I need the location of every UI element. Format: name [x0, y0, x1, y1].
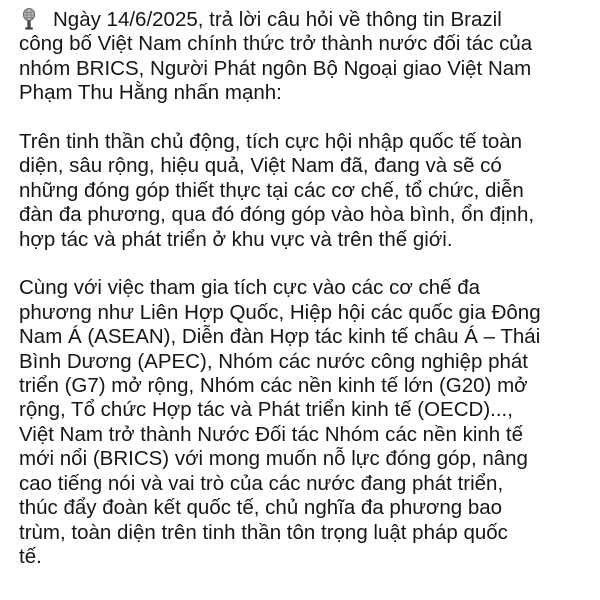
- post-line: nhóm BRICS, Người Phát ngôn Bộ Ngoại giao Việt Nam: [19, 56, 532, 80]
- post-line: những đóng góp thiết thực tại các cơ chế, tổ chức, diễn: [19, 178, 524, 202]
- post-line: Bình Dương (APEC), Nhóm các nước công nghiệp phát: [19, 349, 528, 373]
- post-line: thúc đẩy đoàn kết quốc tế, chủ nghĩa đa phương bao: [19, 496, 503, 520]
- post-line: Nam Á (ASEAN), Diễn đàn Hợp tác kinh tế châu Á – Thái: [19, 325, 541, 349]
- post-line: Việt Nam trở thành Nước Đối tác Nhóm các nền kinh tế: [19, 422, 523, 446]
- post-line: Phạm Thu Hằng nhấn mạnh:: [19, 81, 282, 105]
- post-line: mới nổi (BRICS) với mong muốn nỗ lực đóng góp, nâng: [19, 447, 528, 471]
- post-line: [19, 8, 589, 32]
- post-line-text: Ngày 14/6/2025, trả lời câu hỏi về thông tin Brazil: [53, 8, 502, 31]
- microphone-icon: [19, 8, 39, 30]
- post-line: trùm, toàn diện trên tinh thần tôn trọng luật pháp quốc: [19, 520, 508, 544]
- post-line: hợp tác và phát triển ở khu vực và trên thế giới.: [19, 227, 453, 251]
- post-line: phương như Liên Hợp Quốc, Hiệp hội các quốc gia Đông: [19, 300, 541, 324]
- post-line: diện, sâu rộng, hiệu quả, Việt Nam đã, đang và sẽ có: [19, 154, 502, 178]
- post-paragraph-statement: [19, 130, 589, 252]
- post-paragraph-brics: [19, 276, 589, 569]
- post-line: cao tiếng nói và vai trò của các nước đang phát triển,: [19, 471, 504, 495]
- post-line: Cùng với việc tham gia tích cực vào các cơ chế đa: [19, 276, 481, 300]
- post-line: Trên tinh thần chủ động, tích cực hội nhập quốc tế toàn: [19, 130, 523, 154]
- post-line: rộng, Tổ chức Hợp tác và Phát triển kinh tế (OECD)...,: [19, 398, 513, 422]
- post-line: triển (G7) mở rộng, Nhóm các nền kinh tế lớn (G20) mở: [19, 374, 528, 398]
- post-line: đàn đa phương, qua đó đóng góp vào hòa bình, ổn định,: [19, 203, 535, 227]
- post-paragraph-intro: [19, 8, 589, 106]
- post-line: công bố Việt Nam chính thức trở thành nước đối tác của: [19, 32, 533, 56]
- post-body: [19, 8, 589, 594]
- post-line: tế.: [19, 544, 42, 568]
